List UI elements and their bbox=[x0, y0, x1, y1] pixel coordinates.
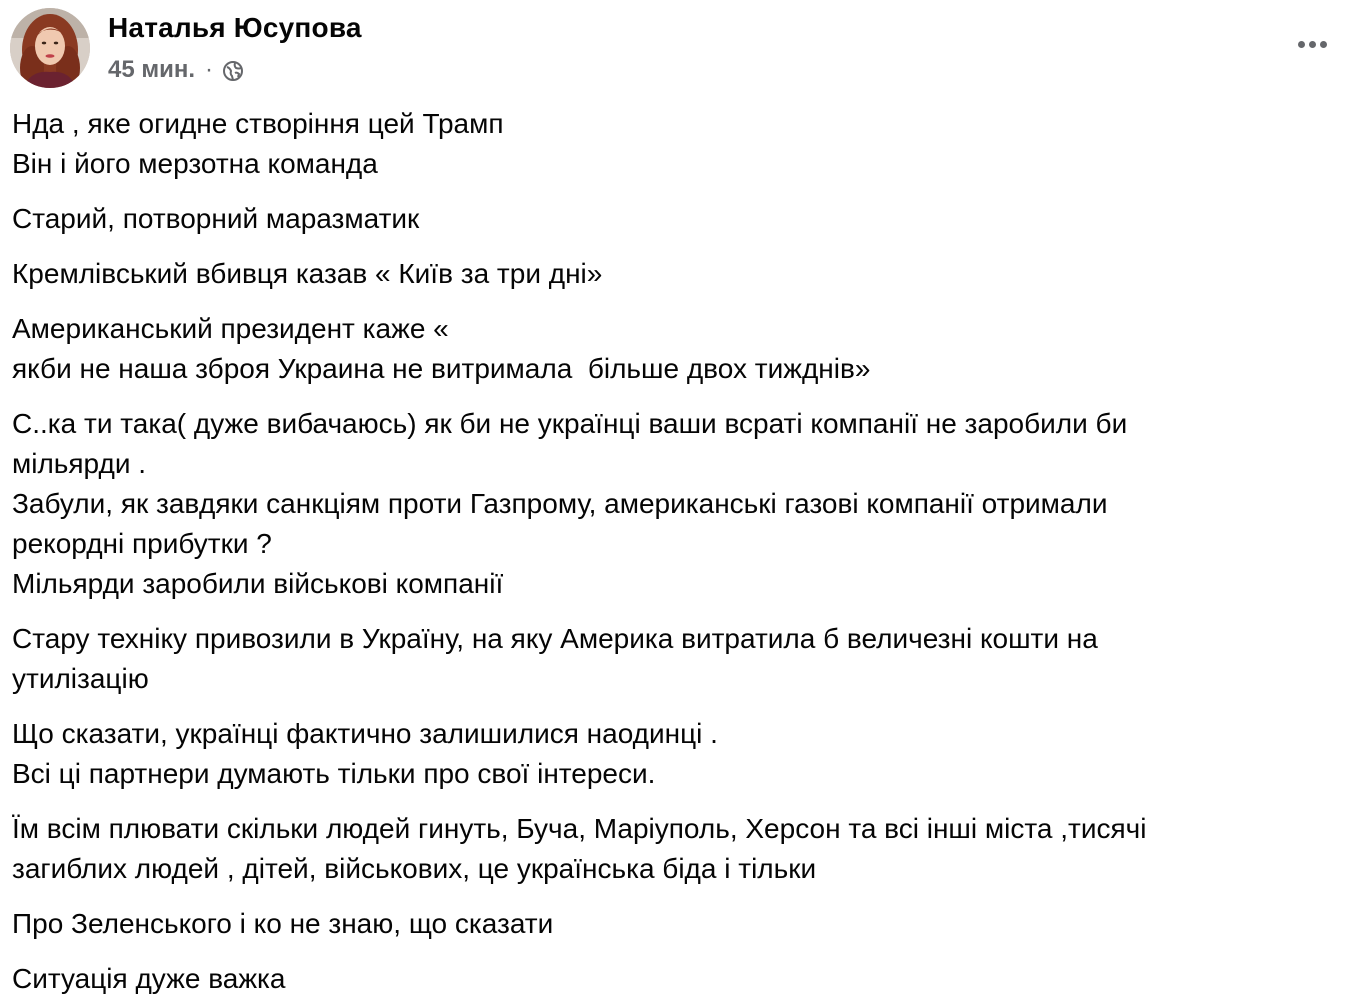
globe-icon[interactable] bbox=[221, 59, 245, 83]
post-paragraph bbox=[12, 959, 1338, 999]
post-text-line: Американський президент каже « bbox=[12, 313, 449, 344]
more-options-dot bbox=[1309, 41, 1316, 48]
more-options-icon bbox=[1298, 41, 1305, 48]
post-text-line: якби не наша зброя Украина не витримала більше двох тижднів» bbox=[12, 353, 871, 384]
post-text-line: Про Зеленського і ко не знаю, що сказати bbox=[12, 908, 554, 939]
post-text-line: Він і його мерзотна команда bbox=[12, 148, 378, 179]
post-time[interactable]: 45 мин. bbox=[108, 56, 196, 83]
post-text-line: Кремлівський вбивця казав « Київ за три дні» bbox=[12, 258, 603, 289]
post-text-line: мільярди . bbox=[12, 448, 147, 479]
profile-photo-icon bbox=[10, 8, 90, 88]
post-text-line: Старий, потворний маразматик bbox=[12, 203, 420, 234]
post-paragraph bbox=[12, 404, 1338, 604]
more-options-dot bbox=[1320, 41, 1327, 48]
meta-separator: · bbox=[205, 56, 214, 83]
post-paragraph bbox=[12, 104, 1338, 184]
post-text-line: загиблих людей , дітей, військових, це українська біда і тільки bbox=[12, 853, 817, 884]
post-paragraph bbox=[12, 309, 1338, 389]
post-paragraph bbox=[12, 714, 1338, 794]
post-text-line: Їм всім плювати скільки людей гинуть, Буча, Маріуполь, Херсон та всі інші міста ,тисячі bbox=[12, 813, 1147, 844]
post-text-line: С..ка ти така( дуже вибачаюсь) як би не українці ваши всраті компанії не заробили би bbox=[12, 408, 1128, 439]
post-header bbox=[10, 8, 1340, 92]
post-text-line: Ситуація дуже важка bbox=[12, 963, 286, 994]
post-text bbox=[12, 104, 1338, 1008]
post-paragraph bbox=[12, 809, 1338, 889]
post-paragraph bbox=[12, 199, 1338, 239]
post-text-line: Забули, як завдяки санкціям проти Газпрому, американські газові компанії отримали bbox=[12, 488, 1108, 519]
post-text-line: Стару техніку привозили в Україну, на яку Америка витратила б величезні кошти на bbox=[12, 623, 1098, 654]
post-text-line: Що сказати, українці фактично залишилися наодинці . bbox=[12, 718, 718, 749]
post-text-line: рекордні прибутки ? bbox=[12, 528, 272, 559]
post-meta bbox=[108, 56, 245, 84]
post-paragraph bbox=[12, 904, 1338, 944]
post-paragraph bbox=[12, 254, 1338, 294]
post-paragraph bbox=[12, 619, 1338, 699]
author-name[interactable]: Наталья Юсупова bbox=[108, 12, 362, 43]
post-text-line: Всі ці партнери думають тільки про свої інтереси. bbox=[12, 758, 656, 789]
post-text-line: Мільярди заробили військові компанії bbox=[12, 568, 504, 599]
post-text-line: Нда , яке огидне створіння цей Трамп bbox=[12, 108, 504, 139]
post-text-line: утилізацію bbox=[12, 663, 149, 694]
avatar[interactable] bbox=[10, 8, 90, 88]
more-options-button[interactable] bbox=[1292, 30, 1332, 58]
